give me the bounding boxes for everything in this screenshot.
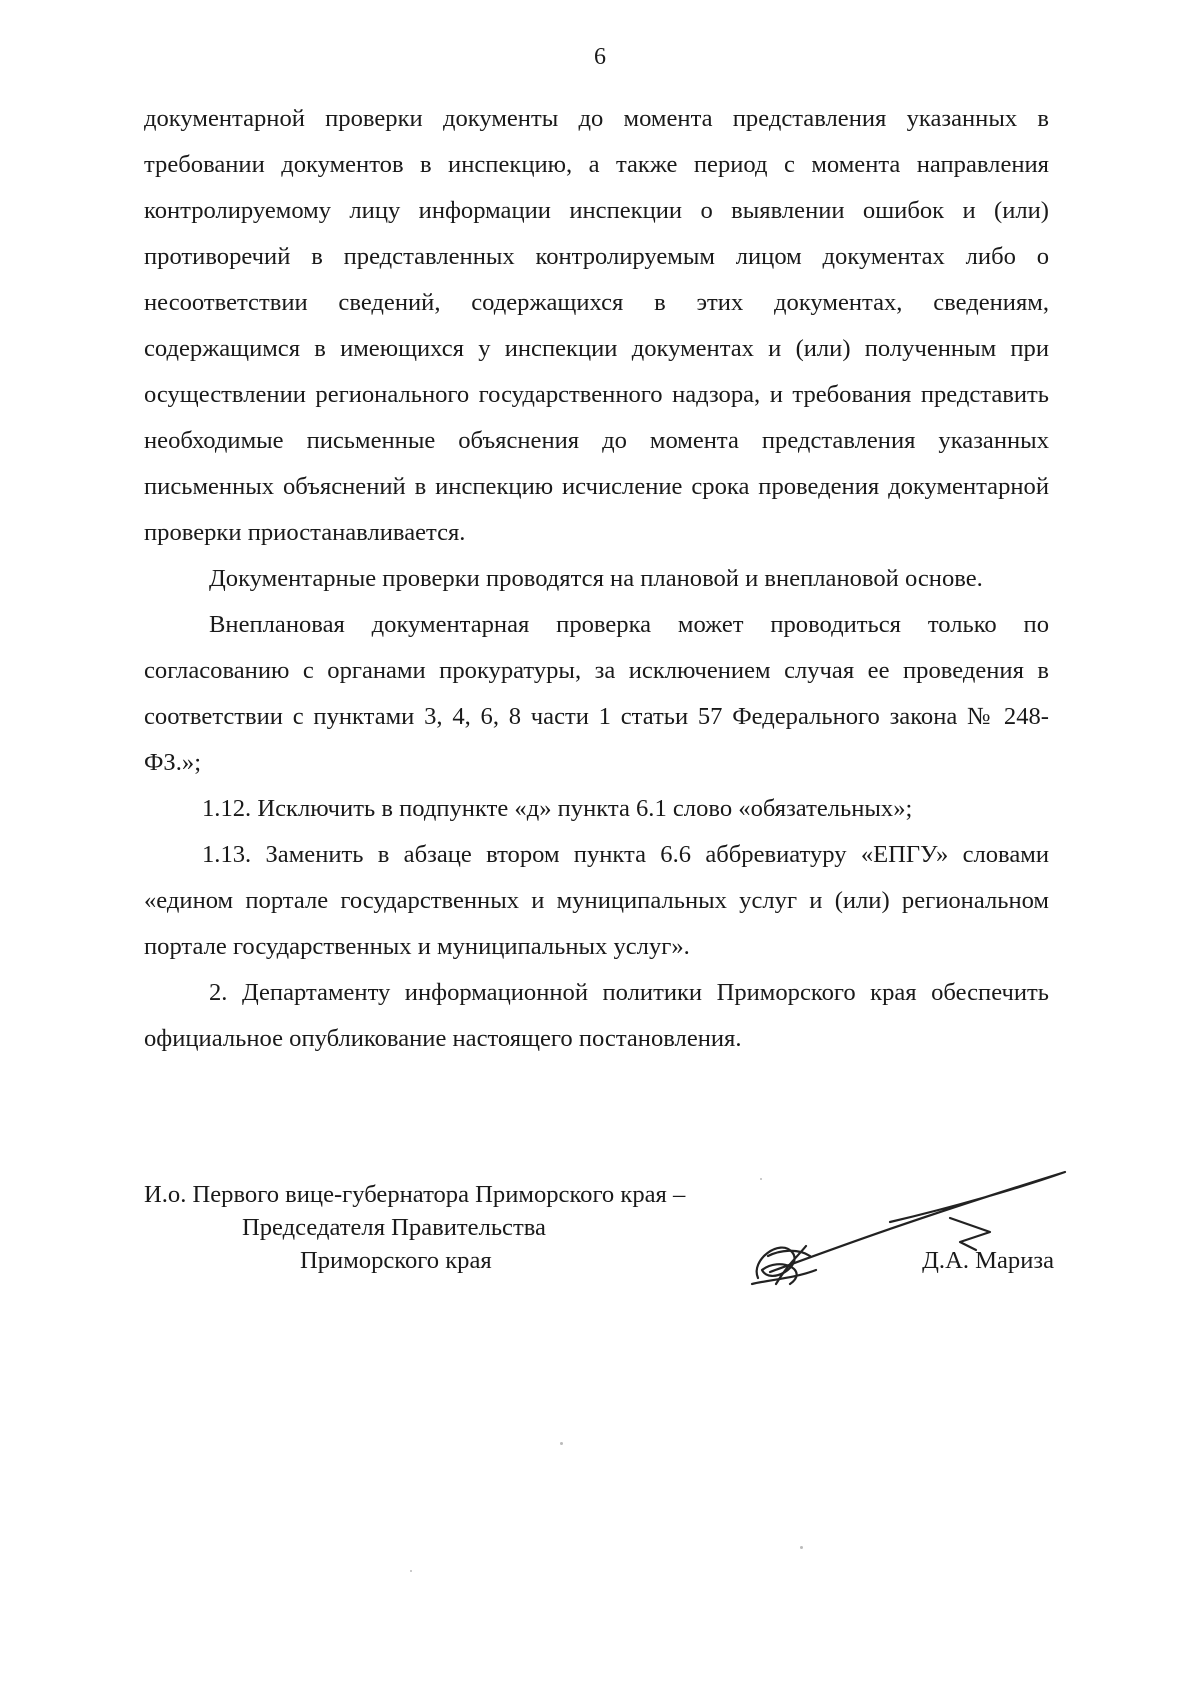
scan-speck <box>560 1442 563 1445</box>
signature-long-stroke <box>770 1172 1065 1272</box>
signatory-position-line1: И.о. Первого вице-губернатора Приморского края – <box>144 1181 686 1208</box>
signatory-position-line3: Приморского края <box>300 1247 492 1274</box>
scan-speck <box>800 1546 803 1549</box>
paragraph-item-2: 2. Департаменту информационной политики Приморского края обеспечить официальное опубликование настоящего постановления. <box>144 979 1049 1052</box>
paragraph-unplanned-inspection: Внеплановая документарная проверка может проводиться только по согласованию с органами прокуратуры, за исключением случая ее проведения в соответствии с пунктами 3, 4, 6, 8 части 1 статьи 57 Федерального закона № 248-ФЗ.»; <box>144 611 1049 776</box>
paragraph-item-1-12: 1.12. Исключить в подпункте «д» пункта 6.1 слово «обязательных»; <box>202 795 913 822</box>
paragraph-planned-unplanned: Документарные проверки проводятся на плановой и внеплановой основе. <box>209 565 983 592</box>
document-body <box>144 96 1049 1062</box>
scan-speck <box>410 1570 412 1572</box>
paragraph-continuation: документарной проверки документы до момента представления указанных в требовании документов в инспекцию, а также период с момента направления контролируемому лицу информации инспекции о выявлении ошибок и (или) противоречий в представленных контролируемым лицом документах либо о несоответствии сведений, содержащихся в этих документах, сведениям, содержащимся в имеющихся у инспекции документах и (или) полученным при осуществлении регионального государственного надзора, и требования представить необходимые письменные объяснения до момента представления указанных письменных объяснений в инспекцию исчисление срока проведения документарной проверки приостанавливается. <box>144 105 1049 546</box>
paragraph-item-1-13: 1.13. Заменить в абзаце втором пункта 6.6 аббревиатуру «ЕПГУ» словами «едином портале государственных и муниципальных услуг и (или) региональном портале государственных и муниципальных услуг». <box>144 841 1049 960</box>
signature-hook-stroke <box>950 1218 990 1250</box>
scan-speck <box>760 1178 762 1180</box>
page-number: 6 <box>594 44 606 70</box>
signatory-name: Д.А. Мариза <box>922 1247 1054 1274</box>
handwritten-signature <box>740 1160 1080 1290</box>
signatory-position-line2: Председателя Правительства <box>242 1214 546 1241</box>
